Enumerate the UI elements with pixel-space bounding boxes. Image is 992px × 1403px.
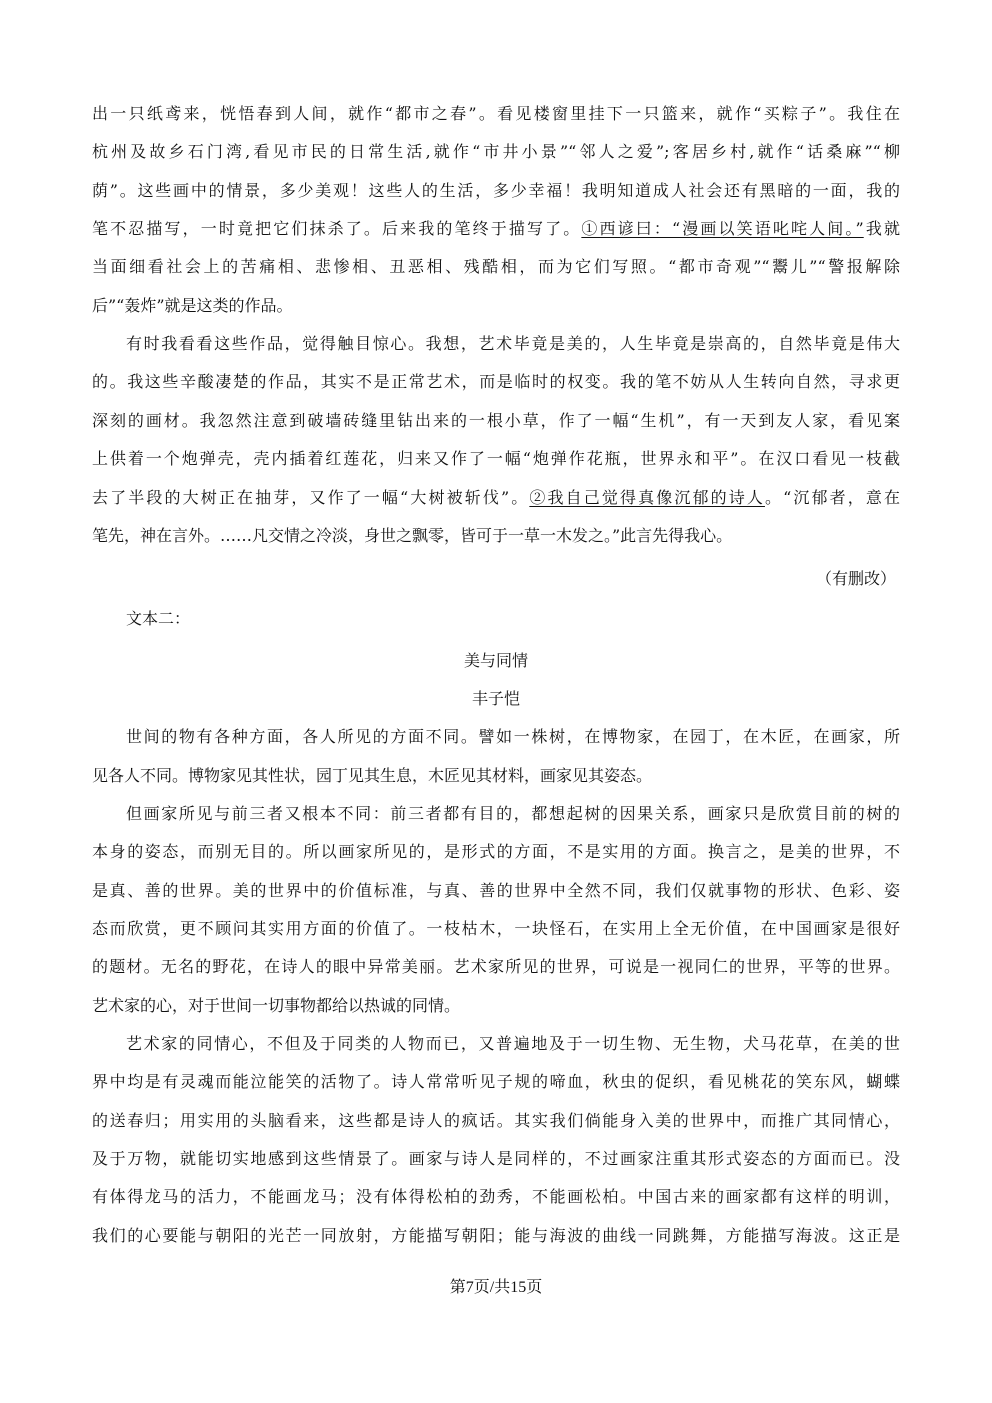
text-line: 后”“轰炸”就是这类的作品。 xyxy=(92,296,293,315)
text-line: 荫”。这些画中的情景，多少美观！这些人的生活，多少幸福！我明知道成人社会还有黑暗的一面，我的 xyxy=(92,181,900,200)
text-line: 上供着一个炮弹壳，壳内插着红莲花，归来又作了一幅“炮弹作花瓶，世界永和平”。在汉口看见一枝截 xyxy=(92,449,900,468)
underlined-sentence-1: ①西谚曰：“漫画以笑语叱咤人间。” xyxy=(581,219,864,238)
text-line: 是真、善的世界。美的世界中的价值标准，与真、善的世界中全然不同，我们仅就事物的形状、色彩、姿 xyxy=(92,881,900,900)
text-line: 笔先，神在言外。……凡交情之冷淡，身世之飘零，皆可于一草一木发之。”此言先得我心。 xyxy=(92,526,733,545)
text-line: 本身的姿态，而别无目的。所以画家所见的，是形式的方面，不是实用的方面。换言之，是美的世界，不 xyxy=(92,842,900,861)
article-title: 美与同情 xyxy=(463,651,528,670)
text-line: 见各人不同。博物家见其性状，园丁见其生息，木匠见其材料，画家见其姿态。 xyxy=(92,766,653,785)
text-segment: 去了半段的大树正在抽芽，又作了一幅“大树被斩伐”。 xyxy=(92,488,530,507)
article-author: 丰子恺 xyxy=(471,689,520,708)
text-line: 深刻的画材。我忽然注意到破墙砖缝里钻出来的一根小草，作了一幅“生机”，有一天到友人家，看见案 xyxy=(92,411,900,430)
text-segment: 。“沉郁者，意在 xyxy=(764,488,900,507)
section-label: 文本二： xyxy=(126,609,191,628)
text-line: 我们的心要能与朝阳的光芒一同放射，方能描写朝阳；能与海波的曲线一同跳舞，方能描写海波。这正是 xyxy=(92,1226,900,1245)
text-line: 艺术家的心，对于世间一切事物都给以热诚的同情。 xyxy=(92,996,461,1015)
text-line: 有体得龙马的活力，不能画龙马；没有体得松柏的劲秀，不能画松柏。中国古来的画家都有这样的明训， xyxy=(92,1187,900,1206)
text-line: 艺术家的同情心，不但及于同类的人物而已，又普遍地及于一切生物、无生物，犬马花草，在美的世 xyxy=(126,1034,900,1053)
text-line-with-underline xyxy=(92,487,900,509)
page-number: 第7页/共15页 xyxy=(449,1279,543,1296)
text-segment: 笔不忍描写，一时竟把它们抹杀了。后来我的笔终于描写了。 xyxy=(92,219,582,238)
text-line: 态而欣赏，更不顾问其实用方面的价值了。一枝枯木，一块怪石，在实用上全无价值，在中国画家是很好 xyxy=(92,919,900,938)
text-line-with-underline xyxy=(92,218,900,240)
text-line: 有时我看看这些作品，觉得触目惊心。我想，艺术毕竟是美的，人生毕竟是崇高的，自然毕竟是伟大 xyxy=(126,334,900,353)
text-line: 的送春归；用实用的头脑看来，这些都是诗人的疯话。其实我们倘能身入美的世界中，而推广其同情心， xyxy=(92,1111,900,1130)
text-line: 出一只纸鸢来，恍悟春到人间，就作“都市之春”。看见楼窗里挂下一只篮来，就作“买粽子”。我住在 xyxy=(92,104,900,123)
underlined-sentence-2: ②我自己觉得真像沉郁的诗人 xyxy=(529,488,765,507)
text-line: 的。我这些辛酸凄楚的作品，其实不是正常艺术，而是临时的权变。我的笔不妨从人生转向自然，寻求更 xyxy=(92,372,900,391)
text-segment: 我就 xyxy=(863,219,900,238)
text-line: 当面细看社会上的苦痛相、悲惨相、丑恶相、残酷相，而为它们写照。“都市奇观”“鬻儿”“警报解除 xyxy=(92,257,900,276)
source-note: （有删改） xyxy=(815,569,896,588)
text-line: 及于万物，就能切实地感到这些情景了。画家与诗人是同样的，不过画家注重其形式姿态的方面而已。没 xyxy=(92,1149,900,1168)
text-line: 但画家所见与前三者又根本不同：前三者都有目的，都想起树的因果关系，画家只是欣赏目前的树的 xyxy=(126,804,900,823)
text-line: 杭州及故乡石门湾,看见市民的日常生活,就作“市井小景”“邻人之爱”;客居乡村,就作“话桑麻”“柳 xyxy=(92,142,900,161)
text-line: 界中均是有灵魂而能泣能笑的活物了。诗人常常听见子规的啼血，秋虫的促织，看见桃花的笑东风，蝴蝶 xyxy=(92,1072,900,1091)
text-line: 世间的物有各种方面，各人所见的方面不同。譬如一株树，在博物家，在园丁，在木匠，在画家，所 xyxy=(126,727,900,746)
text-line: 的题材。无名的野花，在诗人的眼中异常美丽。艺术家所见的世界，可说是一视同仁的世界，平等的世界。 xyxy=(92,957,900,976)
